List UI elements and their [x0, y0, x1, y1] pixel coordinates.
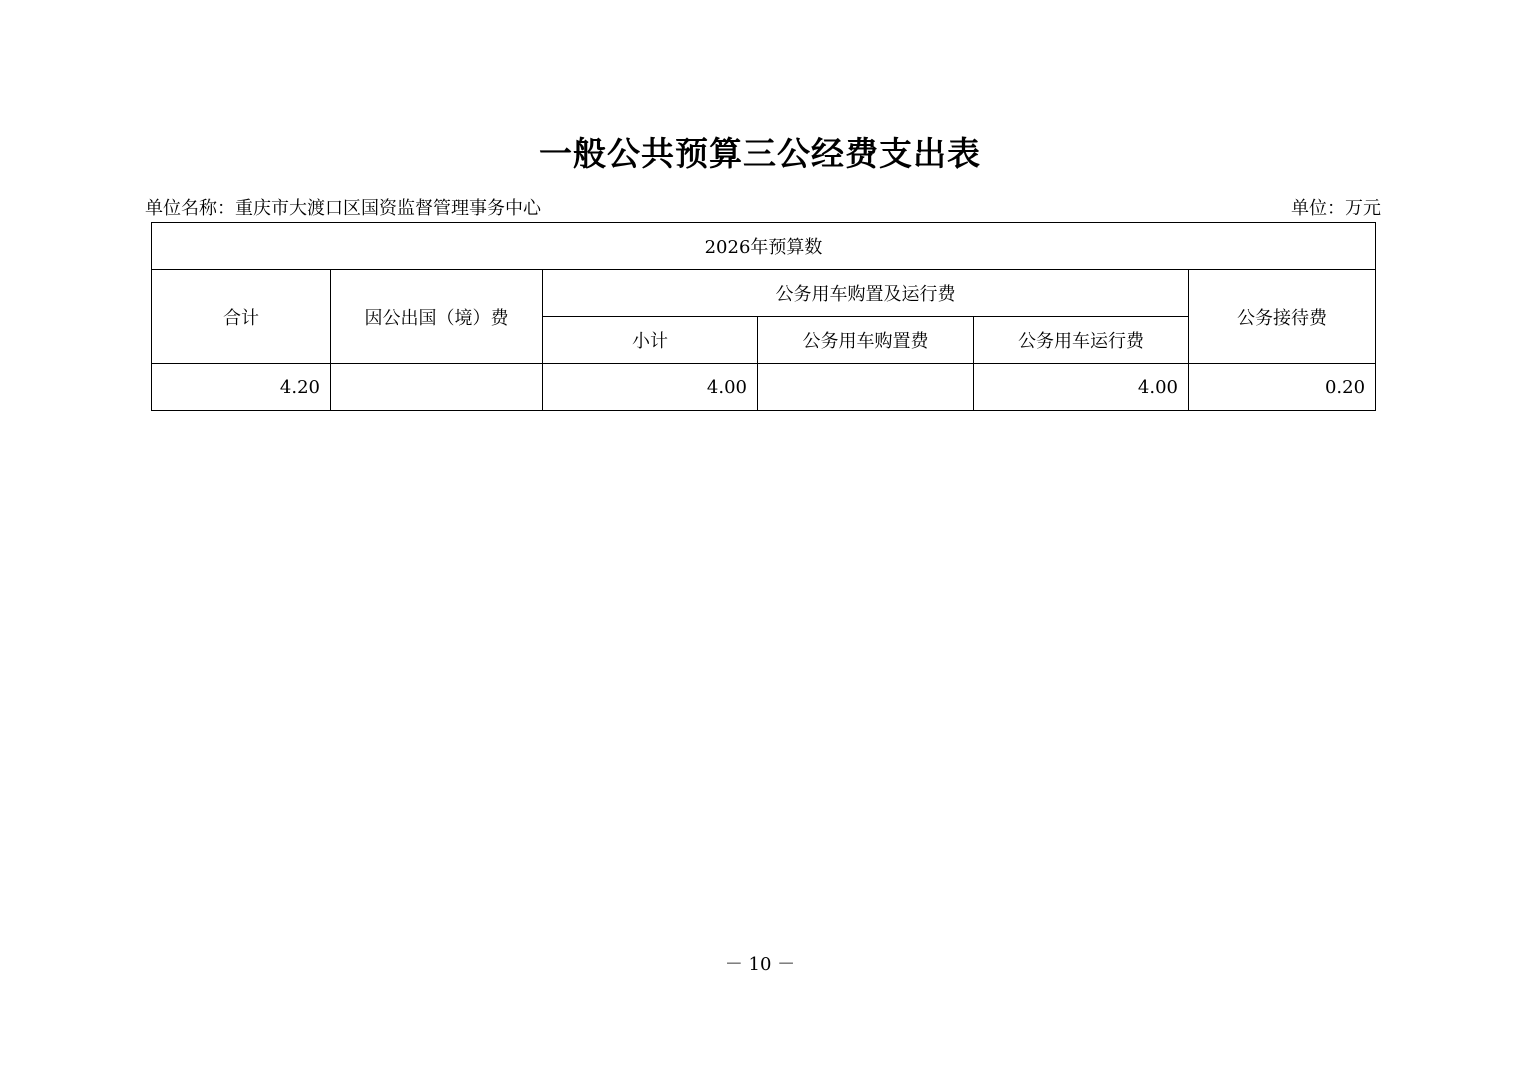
header-vehicle-operation: 公务用车运行费 — [974, 317, 1189, 364]
unit-label: 单位：万元 — [1291, 198, 1381, 219]
header-vehicle-group: 公务用车购置及运行费 — [543, 270, 1189, 317]
page-number: － 10 － — [724, 954, 796, 975]
budget-table — [151, 222, 1376, 411]
cell-total: 4.20 — [152, 364, 331, 411]
table-row — [152, 270, 1376, 317]
cell-vehicle-purchase — [758, 364, 974, 411]
year-header: 2026年预算数 — [152, 223, 1376, 270]
cell-vehicle-operation: 4.00 — [974, 364, 1189, 411]
cell-subtotal: 4.00 — [543, 364, 758, 411]
cell-reception: 0.20 — [1189, 364, 1376, 411]
header-abroad: 因公出国（境）费 — [331, 270, 543, 364]
table-row — [152, 223, 1376, 270]
header-total: 合计 — [152, 270, 331, 364]
page-title: 一般公共预算三公经费支出表 — [539, 134, 981, 173]
unit-name: 单位名称：重庆市大渡口区国资监督管理事务中心 — [145, 198, 541, 219]
cell-abroad — [331, 364, 543, 411]
header-vehicle-purchase: 公务用车购置费 — [758, 317, 974, 364]
header-reception: 公务接待费 — [1189, 270, 1376, 364]
header-subtotal: 小计 — [543, 317, 758, 364]
table-row — [152, 364, 1376, 411]
